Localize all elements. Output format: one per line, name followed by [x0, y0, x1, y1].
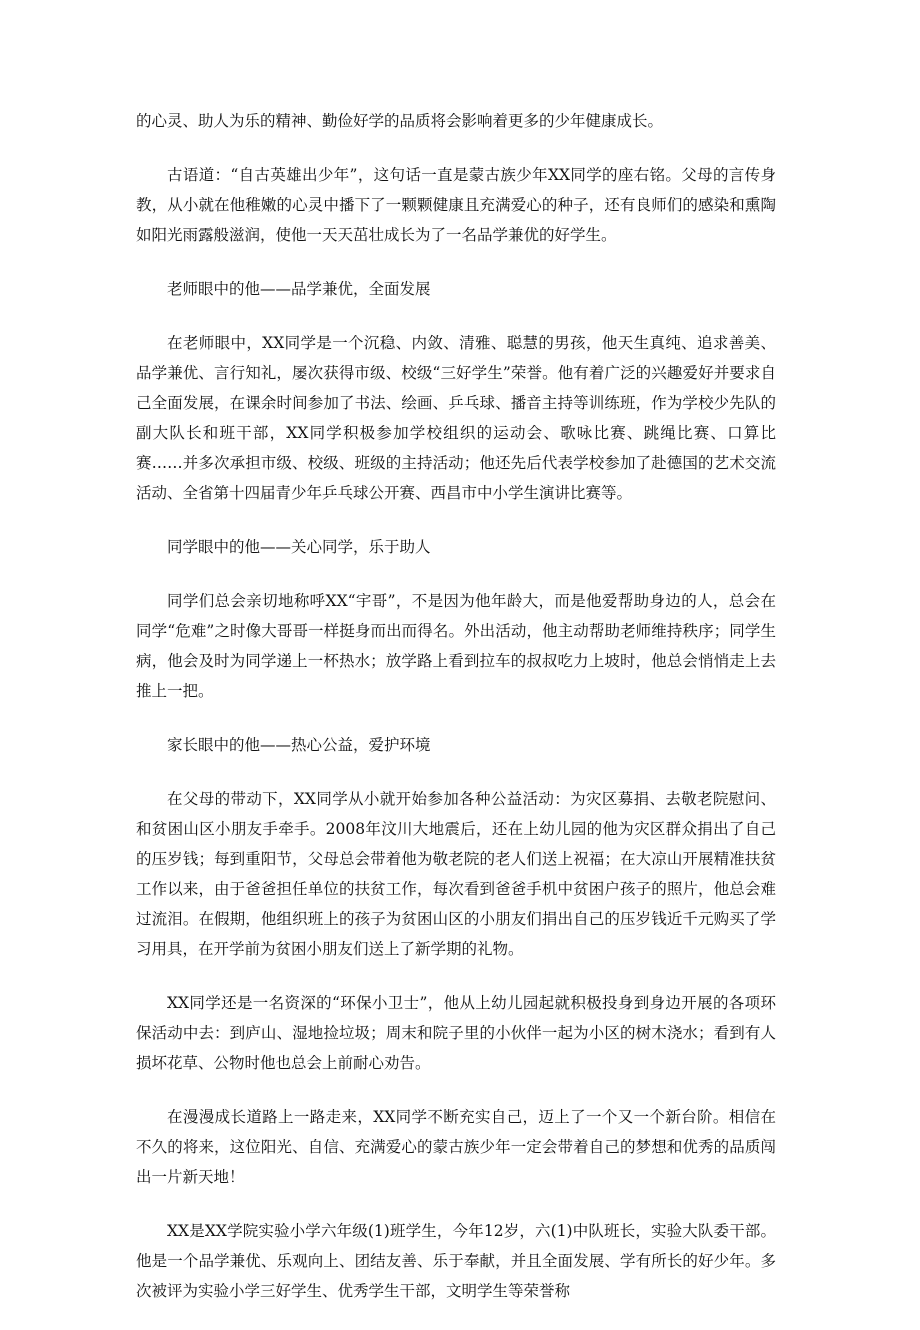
paragraph-profile: XX是XX学院实验小学六年级(1)班学生，今年12岁，六(1)中队班长，实验大队委干部。他是一个品学兼优、乐观向上、团结友善、乐于奉献，并且全面发展、学有所长的好少年。多次被评为实验小学三好学生、优秀学生干部，文明学生等荣誉称: [136, 1222, 776, 1300]
section-heading-classmates: 同学眼中的他——关心同学，乐于助人: [167, 538, 431, 556]
paragraph-conclusion: 在漫漫成长道路上一路走来，XX同学不断充实自己，迈上了一个又一个新台阶。相信在不久的将来，这位阳光、自信、充满爱心的蒙古族少年一定会带着自己的梦想和优秀的品质闯出一片新天地！: [136, 1108, 776, 1186]
paragraph-continued: 的心灵、助人为乐的精神、勤俭好学的品质将会影响着更多的少年健康成长。: [136, 112, 664, 130]
paragraph-teacher: 在老师眼中，XX同学是一个沉稳、内敛、清雅、聪慧的男孩，他天生真纯、追求善美、品学兼优、言行知礼，屡次获得市级、校级“三好学生”荣誉。他有着广泛的兴趣爱好并要求自己全面发展，在课余时间参加了书法、绘画、乒乓球、播音主持等训练班，作为学校少先队的副大队长和班干部，XX同学积极参加学校组织的运动会、歌咏比赛、跳绳比赛、口算比赛……并多次承担市级、校级、班级的主持活动；他还先后代表学校参加了赴德国的艺术交流活动、全省第十四届青少年乒乓球公开赛、西昌市中小学生演讲比赛等。: [136, 334, 776, 502]
paragraph-intro: 古语道：“自古英雄出少年”，这句话一直是蒙古族少年XX同学的座右铭。父母的言传身教，从小就在他稚嫩的心灵中播下了一颗颗健康且充满爱心的种子，还有良师们的感染和熏陶如阳光雨露般滋润，使他一天天茁壮成长为了一名品学兼优的好学生。: [136, 166, 776, 244]
document-page: [136, 106, 776, 1330]
paragraph-parents: 在父母的带动下，XX同学从小就开始参加各种公益活动：为灾区募捐、去敬老院慰问、和贫困山区小朋友手牵手。2008年汶川大地震后，还在上幼儿园的他为灾区群众捐出了自己的压岁钱；每到重阳节，父母总会带着他为敬老院的老人们送上祝福；在大凉山开展精准扶贫工作以来，由于爸爸担任单位的扶贫工作，每次看到爸爸手机中贫困户孩子的照片，他总会难过流泪。在假期，他组织班上的孩子为贫困山区的小朋友们捐出自己的压岁钱近千元购买了学习用具，在开学前为贫困小朋友们送上了新学期的礼物。: [136, 790, 776, 958]
paragraph-classmates: 同学们总会亲切地称呼XX“宇哥”，不是因为他年龄大，而是他爱帮助身边的人，总会在同学“危难”之时像大哥哥一样挺身而出而得名。外出活动，他主动帮助老师维持秩序；同学生病，他会及时为同学递上一杯热水；放学路上看到拉车的叔叔吃力上坡时，他总会悄悄走上去推上一把。: [136, 592, 776, 700]
section-heading-parents: 家长眼中的他——热心公益，爱护环境: [167, 736, 431, 754]
section-heading-teacher: 老师眼中的他——品学兼优，全面发展: [167, 280, 431, 298]
paragraph-environment: XX同学还是一名资深的“环保小卫士”，他从上幼儿园起就积极投身到身边开展的各项环保活动中去：到庐山、湿地捡垃圾；周末和院子里的小伙伴一起为小区的树木浇水；看到有人损坏花草、公物时他也总会上前耐心劝告。: [136, 994, 776, 1072]
